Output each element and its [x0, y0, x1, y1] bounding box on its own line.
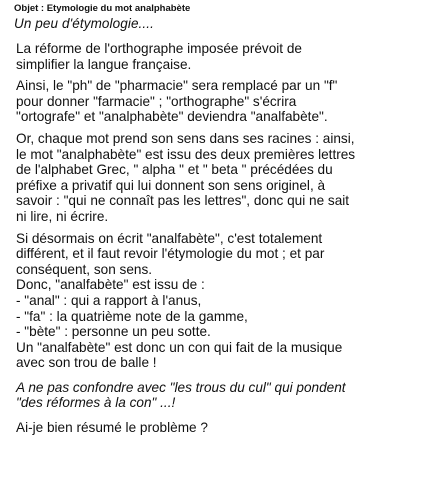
- paragraph-reform: [16, 41, 418, 72]
- text-line: savoir : "qui ne connaît pas les lettres", donc qui ne sait: [16, 193, 350, 209]
- text-line: Un "analfabète" est donc un con qui fait de la musique: [16, 339, 343, 355]
- paragraph-examples: [16, 78, 418, 125]
- text-line: A ne pas confondre avec "les trous du cul" qui pondent: [16, 379, 346, 395]
- paragraph-new-meaning: [16, 231, 418, 371]
- list-item: - "fa" : la quatrième note de la gamme,: [16, 308, 248, 324]
- text-line: Ai-je bien résumé le problème ?: [16, 420, 208, 436]
- text-line: Ainsi, le "ph" de "pharmacie" sera remplacé par un "f": [16, 78, 338, 94]
- paragraph-warning: [16, 380, 418, 411]
- document-subtitle: Un peu d'étymologie....: [14, 16, 154, 31]
- text-line: Or, chaque mot prend son sens dans ses racines : ainsi,: [16, 130, 355, 146]
- paragraph-closing: [16, 420, 418, 436]
- text-line: de l'alphabet Grec, " alpha " et " beta " précédées du: [16, 162, 333, 178]
- list-item: - "anal" : qui a rapport à l'anus,: [16, 292, 202, 308]
- text-line: "ortografe" et "analphabète" deviendra "analfabète".: [16, 109, 328, 125]
- text-line: différent, et il faut revoir l'étymologie du mot ; et par: [16, 246, 325, 262]
- text-line: La réforme de l'orthographe imposée prévoit de: [16, 41, 302, 56]
- list-item: - "bète" : personne un peu sotte.: [16, 324, 211, 340]
- text-line: Donc, "analfabète" est issu de :: [16, 277, 205, 293]
- text-line: simplifier la langue française.: [16, 56, 192, 72]
- email-subject: Objet : Etymologie du mot analphabète: [14, 3, 191, 14]
- text-line: le mot "analphabète" est issu des deux premières lettres: [16, 146, 356, 162]
- text-line: conséquent, son sens.: [16, 261, 153, 277]
- text-line: ni lire, ni écrire.: [16, 208, 109, 224]
- paragraph-etymology: [16, 131, 418, 225]
- text-line: Si désormais on écrit "analfabète", c'est totalement: [16, 230, 323, 246]
- text-line: pour donner "farmacie" ; "orthographe" s'écrira: [16, 93, 297, 109]
- text-line: avec son trou de balle !: [16, 355, 157, 371]
- text-line: préfixe a privatif qui lui donnent son sens originel, à: [16, 177, 326, 193]
- text-line: "des réformes à la con" ...!: [16, 395, 176, 411]
